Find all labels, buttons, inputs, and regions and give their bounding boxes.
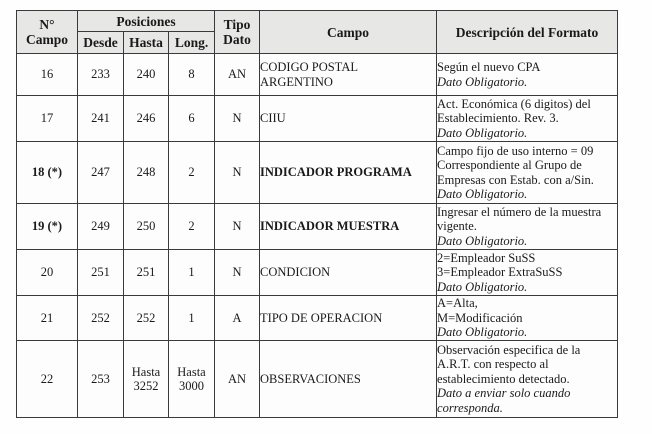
cell-descripcion — [437, 250, 618, 296]
cell-hasta-line: 3252 — [133, 379, 159, 393]
cell-num-campo: 17 — [17, 96, 78, 142]
cell-descripcion-line: establecimiento detectado. — [437, 371, 570, 386]
cell-descripcion-note: corresponda. — [437, 400, 503, 415]
cell-tipo-dato: AN — [215, 54, 260, 96]
cell-descripcion-note: Dato Obligatorio. — [437, 74, 528, 89]
cell-campo-line: OBSERVACIONES — [260, 371, 361, 386]
cell-hasta: 240 — [124, 54, 169, 96]
cell-long — [169, 341, 215, 418]
cell-descripcion — [437, 341, 618, 418]
cell-campo — [260, 341, 437, 418]
cell-hasta: 248 — [124, 142, 169, 204]
table-row — [17, 341, 618, 418]
header-desde: Desde — [78, 32, 124, 54]
cell-tipo-dato: N — [215, 96, 260, 142]
cell-desde: 253 — [78, 341, 124, 418]
cell-campo-line: CONDICION — [260, 265, 331, 280]
cell-campo — [260, 204, 437, 250]
cell-tipo-dato: N — [215, 250, 260, 296]
field-spec-table — [16, 10, 618, 418]
cell-descripcion-note: Dato Obligatorio. — [437, 233, 528, 248]
cell-desde: 233 — [78, 54, 124, 96]
table-row — [17, 96, 618, 142]
cell-num-campo: 16 — [17, 54, 78, 96]
cell-descripcion-note: Dato Obligatorio. — [437, 279, 528, 294]
header-num-campo-top: N° — [39, 17, 55, 32]
cell-descripcion — [437, 204, 618, 250]
cell-long: 1 — [169, 296, 215, 341]
cell-campo-line: INDICADOR PROGRAMA — [260, 165, 412, 180]
header-campo: Campo — [260, 11, 437, 54]
cell-descripcion-line: Observación especifica de la — [437, 342, 581, 357]
cell-descripcion — [437, 54, 618, 96]
cell-long: 2 — [169, 142, 215, 204]
cell-hasta: 251 — [124, 250, 169, 296]
cell-hasta: 246 — [124, 96, 169, 142]
cell-descripcion-line: 2=Empleador SuSS — [437, 250, 536, 265]
cell-hasta-line: Hasta — [131, 364, 161, 379]
header-tipo-dato — [215, 11, 260, 54]
cell-num-campo: 20 — [17, 250, 78, 296]
cell-campo — [260, 54, 437, 96]
cell-descripcion-line: Act. Económica (6 digitos) del — [437, 96, 591, 111]
cell-campo — [260, 142, 437, 204]
cell-num-campo: 18 (*) — [17, 142, 78, 204]
header-hasta: Hasta — [124, 32, 169, 54]
cell-campo-line: CIIU — [260, 111, 286, 126]
cell-descripcion-line: A.R.T. con respecto al — [437, 357, 549, 372]
cell-descripcion-line: A=Alta, — [437, 296, 478, 311]
cell-descripcion-note: Dato Obligatorio. — [437, 187, 528, 201]
cell-num-campo: 21 — [17, 296, 78, 341]
cell-campo — [260, 96, 437, 142]
cell-descripcion — [437, 296, 618, 341]
cell-long: 6 — [169, 96, 215, 142]
header-num-campo-bottom: Campo — [25, 32, 68, 47]
header-long: Long. — [169, 32, 215, 54]
cell-long-line: 3000 — [179, 379, 204, 393]
cell-campo — [260, 296, 437, 341]
cell-long: 8 — [169, 54, 215, 96]
cell-desde: 249 — [78, 204, 124, 250]
cell-num-campo: 22 — [17, 341, 78, 418]
cell-campo-line: CODIGO POSTAL — [260, 60, 358, 74]
header-num-campo — [17, 11, 78, 54]
cell-descripcion — [437, 96, 618, 142]
cell-campo — [260, 250, 437, 296]
cell-desde: 247 — [78, 142, 124, 204]
header-posiciones: Posiciones — [78, 11, 215, 32]
cell-desde: 241 — [78, 96, 124, 142]
cell-descripcion-line: Según el nuevo CPA — [437, 60, 541, 74]
table-row — [17, 204, 618, 250]
header-tipo-dato-top: Tipo — [223, 17, 251, 32]
cell-descripcion-line: Establecimiento. Rev. 3. — [437, 111, 559, 126]
cell-long: 1 — [169, 250, 215, 296]
cell-hasta — [124, 341, 169, 418]
table-row — [17, 142, 618, 204]
table-row — [17, 296, 618, 341]
cell-hasta: 250 — [124, 204, 169, 250]
cell-tipo-dato: AN — [215, 341, 260, 418]
cell-hasta: 252 — [124, 296, 169, 341]
cell-long: 2 — [169, 204, 215, 250]
cell-descripcion — [437, 142, 618, 204]
cell-tipo-dato: A — [215, 296, 260, 341]
cell-descripcion-note: Dato Obligatorio. — [437, 325, 528, 340]
header-tipo-dato-bottom: Dato — [223, 32, 251, 47]
cell-descripcion-line: Ingresar el número de la muestra — [437, 204, 602, 219]
cell-descripcion-line: Campo fijo de uso interno = 09 — [437, 143, 594, 158]
cell-desde: 252 — [78, 296, 124, 341]
cell-descripcion-line: Correspondiente al Grupo de — [437, 158, 582, 172]
header-descripcion: Descripción del Formato — [437, 11, 618, 54]
cell-num-campo: 19 (*) — [17, 204, 78, 250]
cell-descripcion-line: M=Modificación — [437, 310, 523, 325]
cell-descripcion-line: vigente. — [437, 219, 477, 234]
cell-campo-line: ARGENTINO — [260, 74, 333, 89]
cell-descripcion-note: Dato Obligatorio. — [437, 125, 528, 140]
cell-desde: 251 — [78, 250, 124, 296]
table-body — [17, 54, 618, 418]
table-row — [17, 54, 618, 96]
table-row — [17, 250, 618, 296]
cell-tipo-dato: N — [215, 204, 260, 250]
cell-descripcion-note: Dato a enviar solo cuando — [437, 386, 571, 401]
cell-descripcion-line: 3=Empleador ExtraSuSS — [437, 265, 563, 280]
cell-campo-line: INDICADOR MUESTRA — [260, 219, 400, 234]
table-header — [17, 11, 618, 54]
cell-campo-line: TIPO DE OPERACION — [260, 310, 383, 325]
cell-long-line: Hasta — [177, 364, 206, 379]
cell-tipo-dato: N — [215, 142, 260, 204]
cell-descripcion-line: Empresas con Estab. con a/Sin. — [437, 172, 594, 187]
